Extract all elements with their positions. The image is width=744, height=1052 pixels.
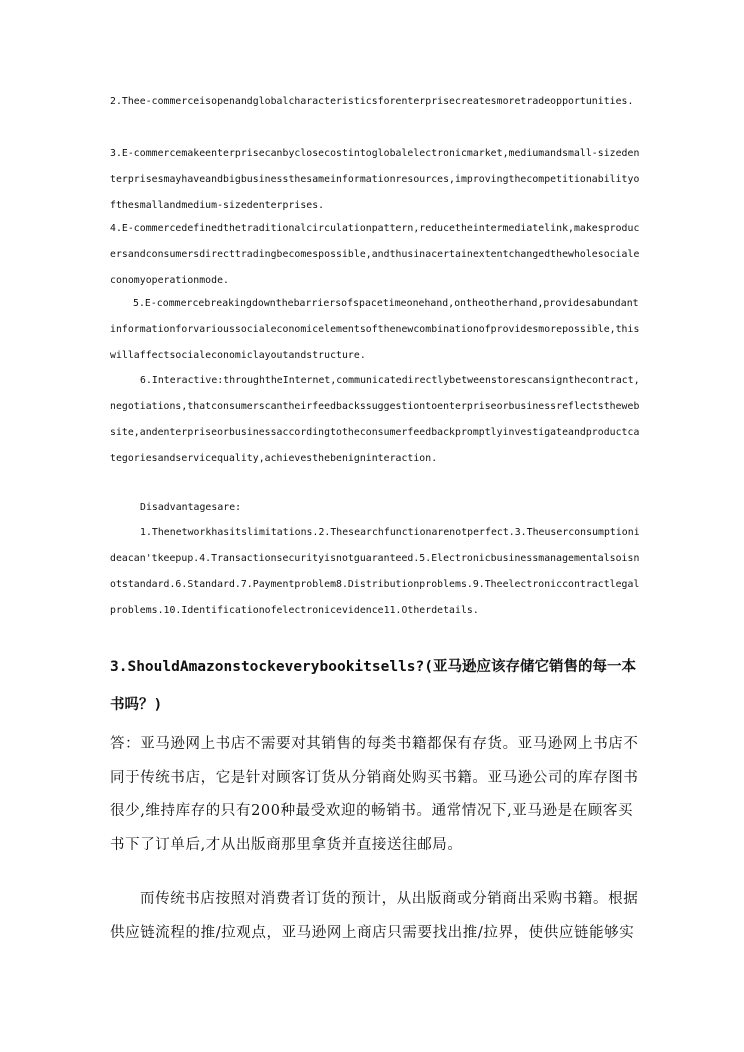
paragraph-point-5: 5.E-commercebreakingdownthebarriersofspacetimeonehand,ontheotherhand,providesabundantinformationforvarioussocialeconomicelementsofthenewcombinationofprovidesmorepossible,thiswillaffectsocialeconomiclayoutandstructure. [110,298,640,361]
paragraph-point-3: 3.E-commercemakeenterprisecanbyclosecostintoglobalelectronicmarket,mediumandsmall-sizedenterprisesmayhaveandbigbusinessthesameinformationresources,improvingthecompetitionabilityofthesmallandmedium-sizedenterprises. [110,148,640,211]
question-heading: 3.ShouldAmazonstockeverybookitsells?(亚马逊应该存储它销售的每一本书吗？) [110,659,636,713]
paragraph-point-4: 4.E-commercedefinedthetraditionalcirculationpattern,reducetheintermediatelink,makesproducersandconsumersdirecttradingbecomespossible,andthusinacertainextentchangedthewholesocialeconomyoperationmode. [110,223,640,286]
paragraph-point-6: 6.Interactive:throughtheInternet,communicatedirectlybetweenstorescansignthecontract,negotiations,thatconsumerscantheirfeedbackssuggestiontoenterpriseorbusinessreflectsthewebsite,andenterpriseorbusinessaccordingtotheconsumerfeedbackpromptlyinvestigateandproductcategoriesandservicequality,achievesthebenigninteraction. [110,375,640,464]
answer-paragraph-2: 而传统书店按照对消费者订货的预计，从出版商或分销商出采购书籍。根据供应链流程的推/拉观点，亚马逊网上商店只需要找出推/拉界，使供应链能够实 [110,891,639,941]
disadvantages-label: Disadvantagesare: [140,502,242,513]
paragraph-point-2: 2.Thee-commerceisopenandglobalcharacteristicsforenterprisecreatesmoretradeopportunities. [110,96,634,107]
disadvantages-list: 1.Thenetworkhasitslimitations.2.Thesearchfunctionarenotperfect.3.Theuserconsumptionideacan'tkeepup.4.Transactionsecurityisnotguaranteed.5.Electronicbusinessmanagementalsoisnotstandard.6.Standard.7.Paymentproblem8.Distributionproblems.9.Theelectroniccontractlegalproblems.10.Identificationofelectronicevidence11.Otherdetails. [110,527,640,616]
answer-paragraph-1: 答：亚马逊网上书店不需要对其销售的每类书籍都保有存货。亚马逊网上书店不同于传统书店，它是针对顾客订货从分销商处购买书籍。亚马逊公司的库存图书很少,维持库存的只有200种最受欢迎的畅销书。通常情况下,亚马逊是在顾客买书下了订单后,才从出版商那里拿货并直接送往邮局。 [110,736,639,853]
